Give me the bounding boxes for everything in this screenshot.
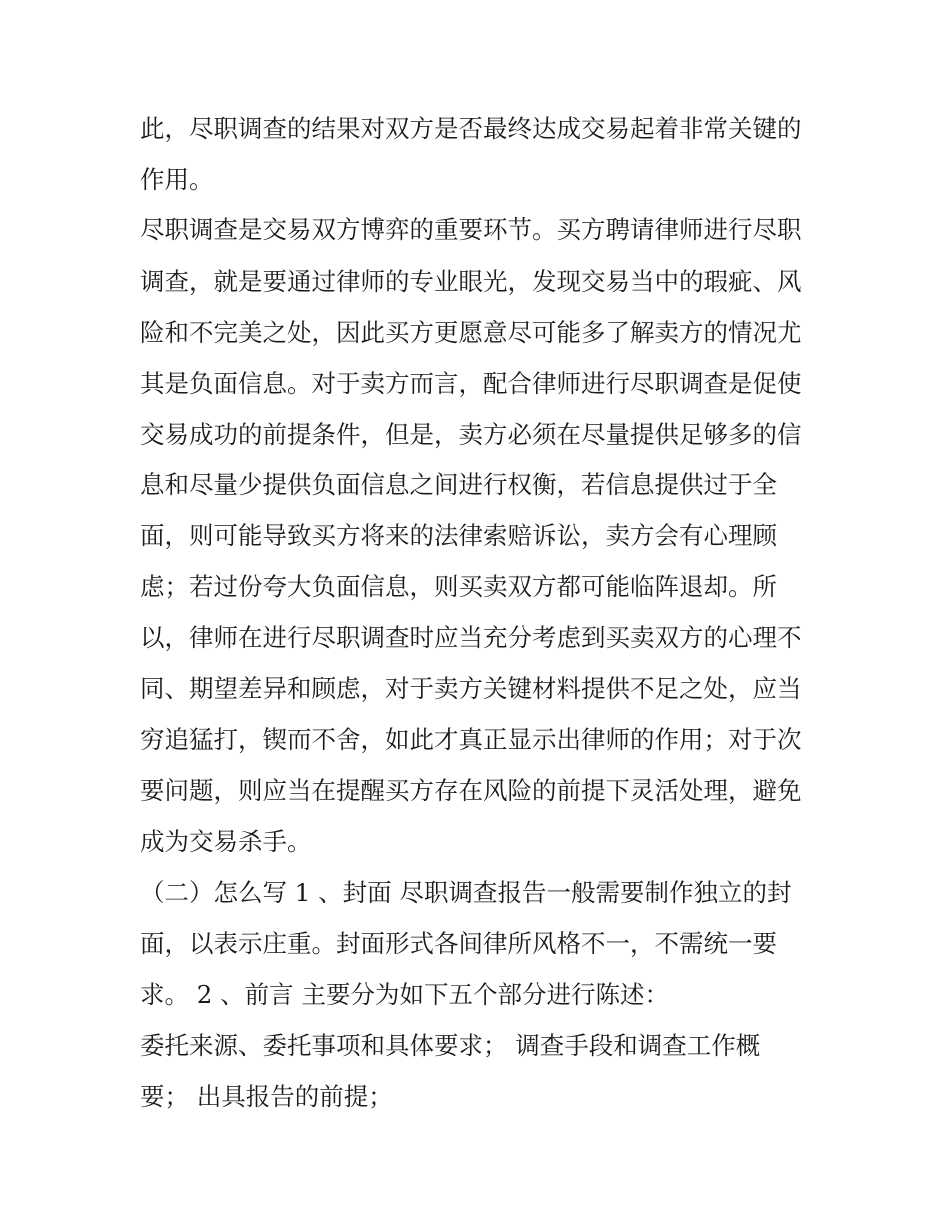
text-line: 此，尽职调查的结果对双方是否最终达成交易起着非常关键的: [140, 114, 802, 143]
text-line: （二）怎么写 1 、封面 尽职调查报告一般需要制作独立的封: [140, 878, 792, 907]
text-line: 成为交易杀手。: [140, 827, 312, 856]
text-line: 险和不完美之处，因此买方更愿意尽可能多了解卖方的情况尤: [140, 318, 802, 347]
text-line: 息和尽量少提供负面信息之间进行权衡，若信息提供过于全: [140, 470, 777, 499]
text-line: 穷追猛打，锲而不舍，如此才真正显示出律师的作用；对于次: [140, 725, 802, 754]
text-line: 其是负面信息。对于卖方而言，配合律师进行尽职调查是促使: [140, 369, 802, 398]
text-line: 委托来源、委托事项和具体要求； 调查手段和调查工作概: [140, 1031, 761, 1060]
text-line: 面，则可能导致买方将来的法律索赔诉讼，卖方会有心理顾: [140, 521, 777, 550]
text-line: 要； 出具报告的前提；: [140, 1082, 393, 1111]
text-line: 要问题，则应当在提醒买方存在风险的前提下灵活处理，避免: [140, 776, 802, 805]
text-line: 尽职调查是交易双方博弈的重要环节。买方聘请律师进行尽职: [140, 215, 802, 244]
text-line: 同、期望差异和顾虑，对于卖方关键材料提供不足之处，应当: [140, 674, 802, 703]
text-line: 虑；若过份夸大负面信息，则买卖双方都可能临阵退却。所: [140, 572, 777, 601]
text-line: 求。 2 、前言 主要分为如下五个部分进行陈述：: [140, 980, 669, 1009]
text-line: 作用。: [140, 165, 214, 194]
text-line: 调查，就是要通过律师的专业眼光，发现交易当中的瑕疵、风: [140, 267, 802, 296]
text-line: 交易成功的前提条件，但是，卖方必须在尽量提供足够多的信: [140, 420, 802, 449]
text-line: 面，以表示庄重。封面形式各间律所风格不一，不需统一要: [140, 929, 777, 958]
text-line: 以，律师在进行尽职调查时应当充分考虑到买卖双方的心理不: [140, 623, 802, 652]
